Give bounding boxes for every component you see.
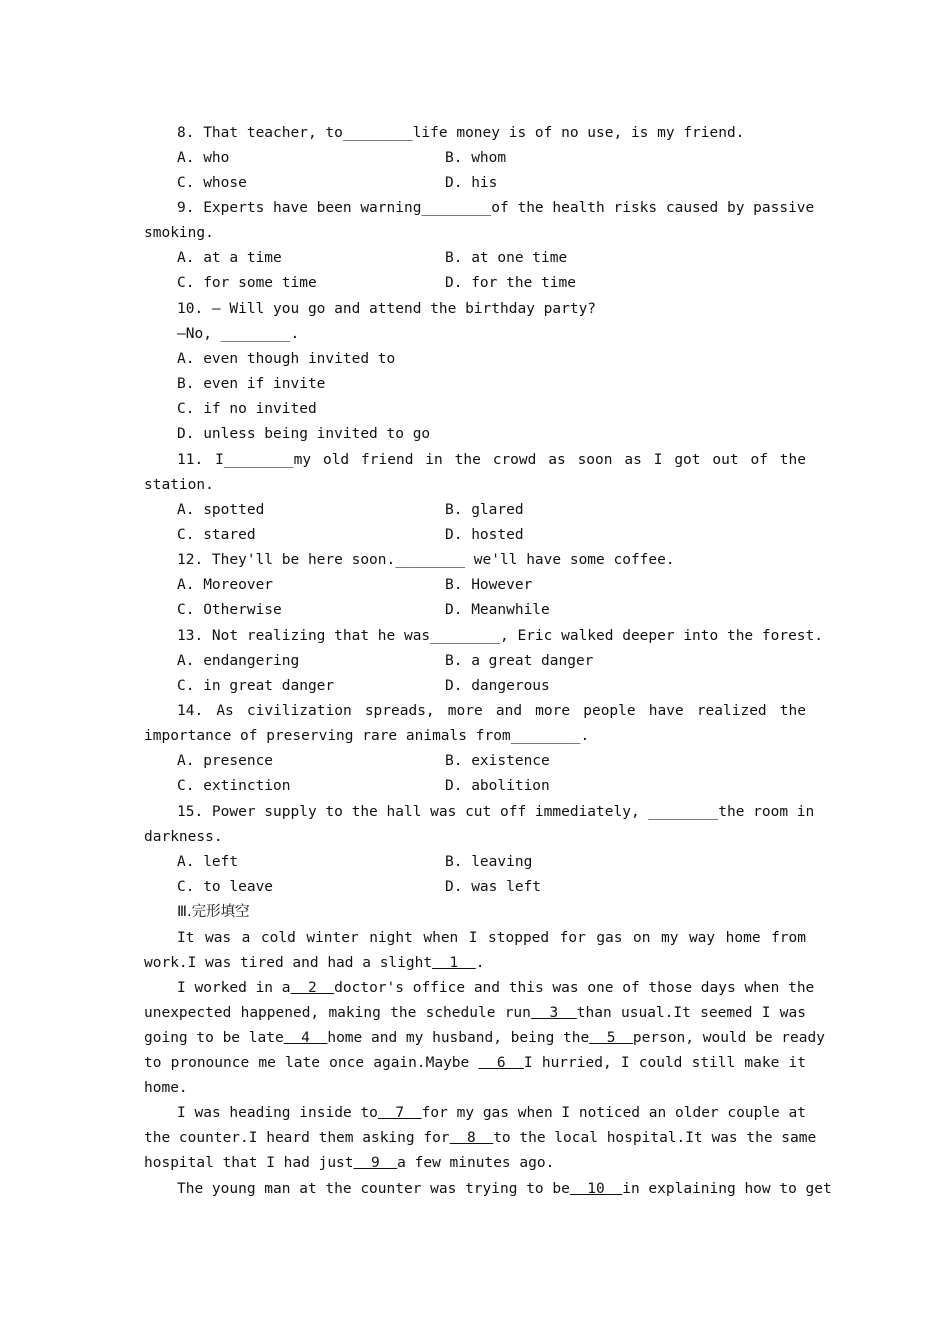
passage-p1-line2: work.I was tired and had a slight 1 . — [144, 955, 485, 971]
q15-option-a: A. left — [177, 854, 239, 870]
blank-2: 2 — [290, 980, 335, 996]
q10-reply: —No, ________. — [177, 326, 300, 342]
q14-option-c: C. extinction — [177, 778, 291, 794]
q13-option-b: B. a great danger — [445, 653, 594, 669]
q11-option-b: B. glared — [445, 502, 524, 518]
q11-option-d: D. hosted — [445, 527, 524, 543]
q11-stem-line2: station. — [144, 477, 214, 493]
passage-p2-line4: to pronounce me late once again.Maybe 6 I hurried, I could still make it — [144, 1055, 806, 1071]
q10-option-d: D. unless being invited to go — [177, 426, 431, 442]
q9-option-b: B. at one time — [445, 250, 568, 266]
passage-p2-line1: I worked in a 2 doctor's office and this was one of those days when the — [177, 980, 815, 996]
q12-stem: 12. They'll be here soon.________ we'll have some coffee. — [177, 552, 675, 568]
passage-p1-line1: It was a cold winter night when I stopped for gas on my way home from — [177, 930, 806, 946]
q11-option-c: C. stared — [177, 527, 256, 543]
passage-p2-line5: home. — [144, 1080, 188, 1096]
q14-stem-line1: 14. As civilization spreads, more and more people have realized the — [177, 703, 806, 719]
passage-p3-line3: hospital that I had just 9 a few minutes ago. — [144, 1155, 555, 1171]
q13-option-c: C. in great danger — [177, 678, 335, 694]
q14-stem-line2: importance of preserving rare animals from________. — [144, 728, 590, 744]
q15-option-b: B. leaving — [445, 854, 533, 870]
passage-p2-line3: going to be late 4 home and my husband, being the 5 person, would be ready — [144, 1030, 825, 1046]
section-heading: Ⅲ.完形填空 — [177, 904, 250, 920]
q10-stem: 10. — Will you go and attend the birthday party? — [177, 301, 597, 317]
q15-option-d: D. was left — [445, 879, 542, 895]
q10-option-a: A. even though invited to — [177, 351, 396, 367]
q8-option-d: D. his — [445, 175, 498, 191]
q14-option-b: B. existence — [445, 753, 550, 769]
q13-option-d: D. dangerous — [445, 678, 550, 694]
q9-option-a: A. at a time — [177, 250, 282, 266]
q10-option-c: C. if no invited — [177, 401, 317, 417]
q11-stem-line1: 11. I________my old friend in the crowd as soon as I got out of the — [177, 452, 806, 468]
q11-option-a: A. spotted — [177, 502, 265, 518]
passage-p3-line2: the counter.I heard them asking for 8 to the local hospital.It was the same — [144, 1130, 817, 1146]
q8-option-b: B. whom — [445, 150, 507, 166]
q12-option-b: B. However — [445, 577, 533, 593]
passage-p2-line2: unexpected happened, making the schedule run 3 than usual.It seemed I was — [144, 1005, 807, 1021]
blank-3: 3 — [530, 1005, 577, 1021]
q15-stem-line2: darkness. — [144, 829, 223, 845]
blank-9: 9 — [353, 1155, 398, 1171]
q9-stem-line2: smoking. — [144, 225, 214, 241]
passage-p4-line1: The young man at the counter was trying to be 10 in explaining how to get — [177, 1181, 832, 1197]
q10-option-b: B. even if invite — [177, 376, 326, 392]
blank-4: 4 — [283, 1030, 328, 1046]
q8-option-a: A. who — [177, 150, 230, 166]
blank-6: 6 — [478, 1055, 524, 1071]
q13-option-a: A. endangering — [177, 653, 300, 669]
q12-option-d: D. Meanwhile — [445, 602, 550, 618]
q12-option-c: C. Otherwise — [177, 602, 282, 618]
blank-10: 10 — [569, 1181, 623, 1197]
q9-option-c: C. for some time — [177, 275, 317, 291]
q14-option-d: D. abolition — [445, 778, 550, 794]
q14-option-a: A. presence — [177, 753, 274, 769]
q9-stem-line1: 9. Experts have been warning________of the health risks caused by passive — [177, 200, 815, 216]
q12-option-a: A. Moreover — [177, 577, 274, 593]
blank-8: 8 — [449, 1130, 494, 1146]
q9-option-d: D. for the time — [445, 275, 576, 291]
q13-stem: 13. Not realizing that he was________, Eric walked deeper into the forest. — [177, 628, 824, 644]
q8-stem: 8. That teacher, to________life money is of no use, is my friend. — [177, 125, 745, 141]
blank-7: 7 — [377, 1105, 422, 1121]
blank-5: 5 — [589, 1030, 633, 1046]
q15-option-c: C. to leave — [177, 879, 274, 895]
blank-1: 1 — [432, 955, 476, 971]
q8-option-c: C. whose — [177, 175, 247, 191]
q15-stem-line1: 15. Power supply to the hall was cut off immediately, ________the room in — [177, 804, 815, 820]
passage-p3-line1: I was heading inside to 7 for my gas when I noticed an older couple at — [177, 1105, 806, 1121]
